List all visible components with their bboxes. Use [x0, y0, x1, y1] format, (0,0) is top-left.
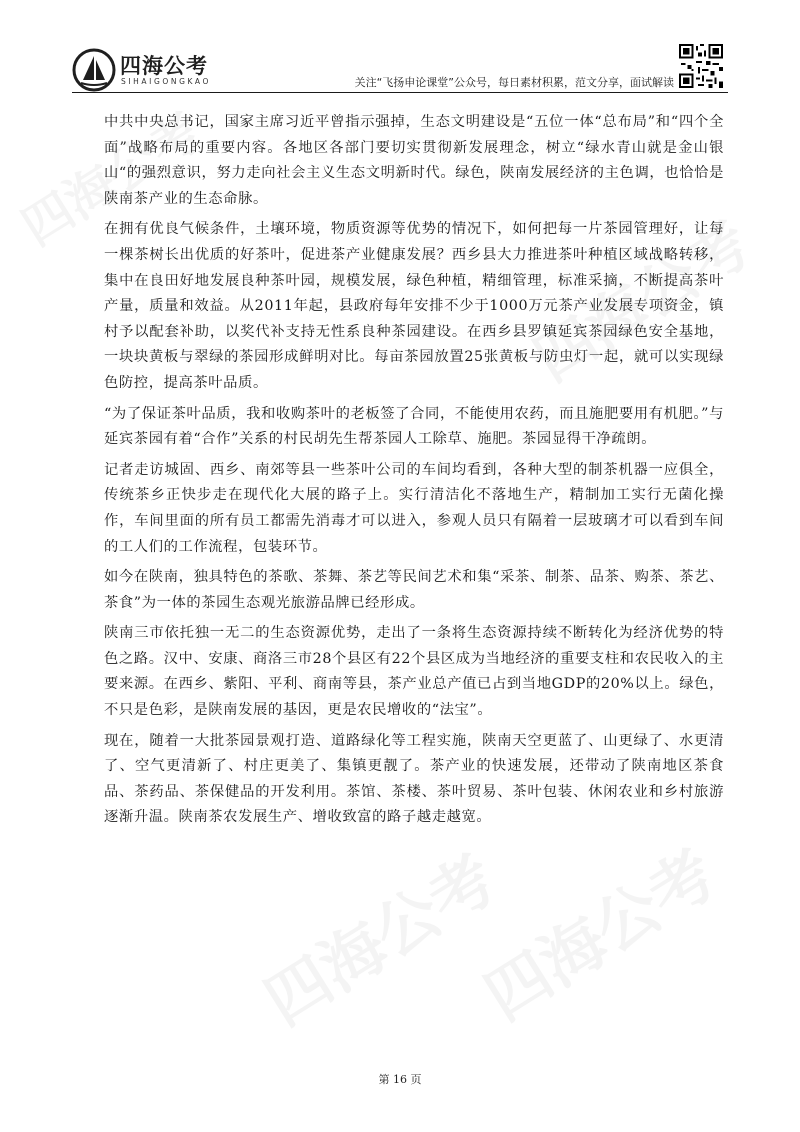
logo-subtitle: SIHAIGONGKAO — [121, 77, 211, 86]
watermark — [245, 829, 511, 1043]
paragraph: 在拥有优良气候条件，土壤环境，物质资源等优势的情况下，如何把每一片茶园管理好，让每一棵茶树长出优质的好茶叶，促进茶产业健康发展？西乡县大力推进茶叶种植区域战略转移，集中在良田好地发展良种茶叶园，规模发展，绿色种植，精细管理，标准采摘，不断提高茶叶产量，质量和效益。从2011年起，县政府每年安排不少于1000万元茶产业发展专项资金，镇村予以配套补助，以奖代补支持无性系良种茶园建设。在西乡县罗镇延宾茶园绿色安全基地，一块块黄板与翠绿的茶园形成鲜明对比。每亩茶园放置25张黄板与防虫灯一起，就可以实现绿色防控，提高茶叶品质。 — [104, 221, 724, 391]
header-tagline: 关注“飞扬申论课堂”公众号，每日素材积累，范文分享，面试解读 — [354, 76, 674, 89]
qr-code-icon — [679, 44, 723, 88]
watermark — [465, 824, 731, 1038]
paragraph: 如今在陕南，独具特色的茶歌、茶舞、茶艺等民间艺术和集“采茶、制茶、品茶、购茶、茶艺、茶食”为一体的茶园生态观光旅游品牌已经形成。 — [104, 569, 724, 611]
sailboat-logo-icon — [72, 48, 116, 92]
page-header — [0, 0, 800, 100]
paragraph: 记者走访城固、西乡、南郊等县一些茶叶公司的车间均看到，各种大型的制茶机器一应俱全，传统茶乡正快步走在现代化大展的路子上。实行清洁化不落地生产，精制加工实行无菌化操作，车间里面的所有员工都需先消毒才可以进入，参观人员只有隔着一层玻璃才可以看到车间的工人们的工作流程，包装环节。 — [104, 461, 724, 555]
article-body — [104, 110, 724, 836]
header-divider — [72, 92, 728, 93]
paragraph: “为了保证茶叶品质，我和收购茶叶的老板签了合同，不能使用农药，而且施肥要用有机肥。”与延宾茶园有着“合作”关系的村民胡先生帮茶园人工除草、施肥。茶园显得干净疏朗。 — [104, 405, 724, 448]
paragraph: 陕南三市依托独一无二的生态资源优势，走出了一条将生态资源持续不断转化为经济优势的特色之路。汉中、安康、商洛三市28个县区有22个县区成为当地经济的重要支柱和农民收入的主要来源。在西乡、紫阳、平利、商南等县，茶产业总产值已占到当地GDP的20%以上。绿色，不只是色彩，是陕南发展的基因，更是农民增收的“法宝”。 — [104, 625, 724, 719]
paragraph: 现在，随着一大批茶园景观打造、道路绿化等工程实施，陕南天空更蓝了、山更绿了、水更清了、空气更清新了、村庄更美了、集镇更靓了。茶产业的快速发展，还带动了陕南地区茶食品、茶药品、茶保健品的开发利用。茶馆、茶楼、茶叶贸易、茶叶包装、休闲农业和乡村旅游逐渐升温。陕南茶农发展生产、增收致富的路子越走越宽。 — [104, 732, 724, 826]
page-number: 第 16 页 — [378, 1073, 422, 1086]
logo-text: 四海公考 — [120, 54, 208, 78]
logo — [72, 48, 242, 92]
paragraph: 中共中央总书记，国家主席习近平曾指示强掉，生态文明建设是“五位一体“总布局”和“四个全面”战略布局的重要内容。各地区各部门要切实贯彻新发展理念，树立“绿水青山就是金山银山“的强烈意识，努力走向社会主义生态文明新时代。绿色，陕南发展经济的主色调，也恰恰是陕南茶产业的生态命脉。 — [104, 114, 724, 207]
